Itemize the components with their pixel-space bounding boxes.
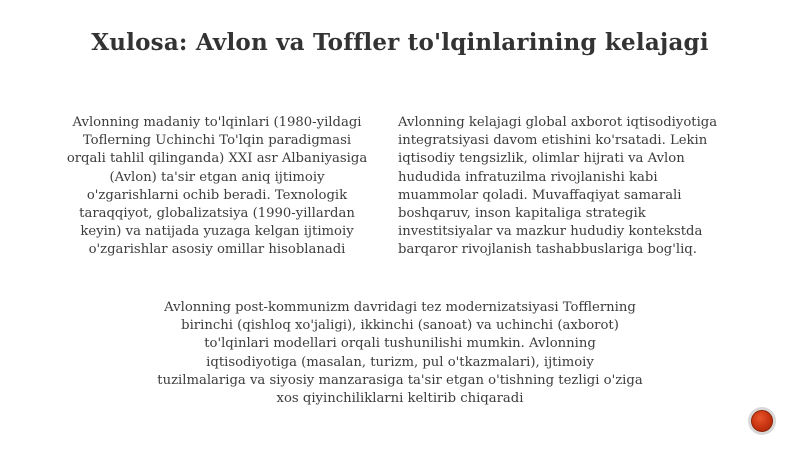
paragraph-left: Avlonning madaniy to'lqinlari (1980-yildagi Toflerning Uchinchi To'lqin paradigmasi orqali tahlil qilinganda) XXI asr Albaniyasiga (Avlon) ta'sir etgan aniq ijtimoiy o'zgarishlarni ochib beradi. Texnologik taraqqiyot, globalizatsiya (1990-yillardan keyin) va natijada yuzaga kelgan ijtimoiy o'zgarishlar asosiy omillar hisoblanadi <box>66 115 368 258</box>
slide-title: Xulosa: Avlon va Toffler to'lqinlarining kelajagi <box>91 29 709 56</box>
next-slide-button[interactable] <box>748 407 776 435</box>
circle-nav-icon <box>751 410 773 432</box>
paragraph-right: Avlonning kelajagi global axborot iqtisodiyotiga integratsiyasi davom etishini ko'rsatadi. Lekin iqtisodiy tengsizlik, olimlar hijrati va Avlon hududida infratuzilma rivojlanishi kabi muammolar qoladi. Muvaffaqiyat samarali boshqaruv, inson kapitaliga strategik investitsiyalar va mazkur hududiy kontekstda barqaror rivojlanish tashabbuslariga bog'liq. <box>398 115 718 258</box>
paragraph-bottom: Avlonning post-kommunizm davridagi tez modernizatsiyasi Tofflerning birinchi (qishloq xo'jaligi), ikkinchi (sanoat) va uchinchi (axborot) to'lqinlari modellari orqali tushunilishi mumkin. Avlonning iqtisodiyotiga (masalan, turizm, pul o'tkazmalari), ijtimoiy tuzilmalariga va siyosiy manzarasiga ta'sir etgan o'tishning tezligi o'ziga xos qiyinchiliklarni keltirib chiqaradi <box>157 300 643 407</box>
